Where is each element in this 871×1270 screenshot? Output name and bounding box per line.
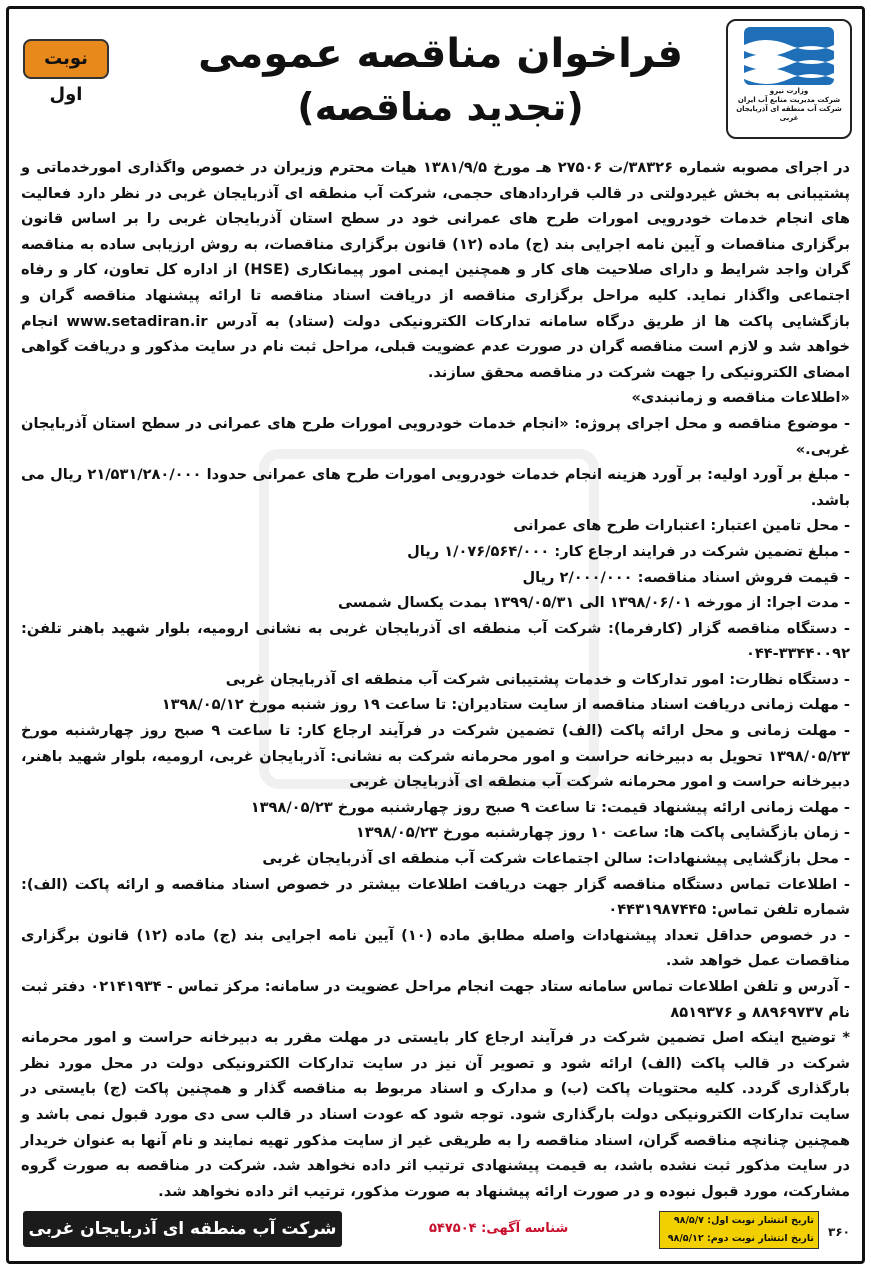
announcement-body xyxy=(21,155,851,1200)
list-item: - در خصوص حداقل تعداد پیشنهادات واصله مطابق ماده (۱۰) آیین نامه اجرایی بند (ج) ماده (۱۲) قانون برگزاری مناقصات عمل خواهد شد. xyxy=(21,926,851,970)
list-item: - مهلت زمانی ارائه پیشنهاد قیمت: تا ساعت ۹ صبح روز چهارشنبه مورخ ۱۳۹۸/۰۵/۲۳ xyxy=(250,798,850,816)
note-paragraph: * توضیح اینکه اصل تضمین شرکت در فرآیند ارجاع کار بایستی در مهلت مقرر به دبیرخانه حراست و امور محرمانه شرکت در قالب پاکت (الف) ارائه شود و تصویر آن نیز در سایت تدارکات الکترونیکی دولت در محل مورد نظر بارگذاری گردد. کلیه محتویات پاکت (ب) و مدارک و اسناد مربوط به مناقصه گذار و همچنین پاکت (ج) بایستی در سایت تدارکات الکترونیکی دولت بارگذاری شود. توجه شود که عودت اسناد در قالب سی دی مورد قبول نمی باشد و همچنین چنانچه مناقصه گران، اسناد مناقصه را به طریقی غیر از سایت مذکور تهیه نمایند و نام آنها به عنوان خریدار در سایت مذکور ثبت نشده باشد، به قیمت پیشنهادی ترتیب اثر داده نخواهد شد. شرکت در مناقصه به صورت گروه مشارکت، مورد قبول نبوده و در صورت ارائه پیشنهاد به صورت مذکور، ترتیب اثر داده نخواهد شد. xyxy=(21,1029,850,1200)
list-item: - محل تامین اعتبار: اعتبارات طرح های عمرانی xyxy=(513,517,850,535)
list-item: - مبلغ تضمین شرکت در فرایند ارجاع کار: ۱/۰۷۶/۵۶۴/۰۰۰ ریال xyxy=(407,542,850,560)
list-item: - دستگاه نظارت: امور تدارکات و خدمات پشتیبانی شرکت آب منطقه ای آذربایجان غربی xyxy=(225,670,850,688)
page-number: ۳۶۰ xyxy=(828,1225,850,1239)
list-item: - مبلغ بر آورد اولیه: بر آورد هزینه انجام خدمات خودرویی امورات طرح های عمرانی حدودا ۲۱/۵۳۱/۲۸۰/۰۰۰ ریال می باشد. xyxy=(21,466,850,509)
announcement-page xyxy=(6,6,865,1264)
list-item: - آدرس و تلفن اطلاعات تماس سامانه ستاد جهت انجام مراحل عضویت در سامانه: مرکز تماس - ۰۲۱۴۱۹۳۴ دفتر ثبت نام ۸۸۹۶۹۷۳۷ و ۸۵۱۹۳۷۶ xyxy=(21,978,850,1021)
header xyxy=(9,9,862,159)
page-subtitle: (تجدید مناقصه) xyxy=(297,85,584,129)
list-item: - مدت اجرا: از مورخه ۱۳۹۸/۰۶/۰۱ الی ۱۳۹۹/۰۵/۳۱ بمدت یکسال شمسی xyxy=(338,594,850,612)
publication-round-badge: نوبت اول xyxy=(23,39,109,79)
list-item: - مهلت زمانی و محل ارائه پاکت (الف) تضمین شرکت در فرآیند ارجاع کار: تا ساعت ۹ صبح روز چهارشنبه مورخ ۱۳۹۸/۰۵/۲۳ تحویل به دبیرخانه حراست و امور محرمانه شرکت به نشانی: آذربایجان غربی، ارومیه، بلوار شهید باهنر، دبیرخانه حراست و امور محرمانه شرکت آب منطقه ای آذربایجان غربی xyxy=(21,722,850,791)
section-title: «اطلاعات مناقصه و زمانبندی» xyxy=(631,389,850,407)
footer xyxy=(9,1203,862,1263)
logo-line-ministry: وزارت نیرو xyxy=(769,87,809,95)
list-item: - محل بازگشایی پیشنهادات: سالن اجتماعات شرکت آب منطقه ای آذربایجان غربی xyxy=(262,850,850,868)
water-wave-icon xyxy=(744,27,834,85)
list-item: - موضوع مناقصه و محل اجرای پروژه: «انجام خدمات خودرویی امورات طرح های عمرانی در سطح استان آذربایجان غربی.» xyxy=(21,414,850,458)
list-item: - اطلاعات تماس دستگاه مناقصه گزار جهت دریافت اطلاعات بیشتر در خصوص اسناد مناقصه و ارائه پاکت (الف): شماره تلفن تماس: ۰۴۴۳۱۹۸۷۴۴۵ xyxy=(21,875,850,919)
intro-paragraph: در اجرای مصوبه شماره ۳۸۳۲۶/ت ۲۷۵۰۶ هـ مورخ ۱۳۸۱/۹/۵ هیات محترم وزیران در خصوص واگذاری امورخدماتی و پشتیبانی به بخش غیردولتی در قالب قراردادهای حجمی، شرکت آب منطقه ای آذربایجان غربی در نظر دارد فعالیت های انجام خدمات خودرویی امورات طرح های عمرانی خود در سطح استان آذربایجان غربی را بر اساس قانون برگزاری مناقصات و آیین نامه اجرایی بند (ج) ماده (۱۲) قانون برگزاری مناقصات، به روش ارزیابی ساده به مناقصه گران واجد شرایط و دارای صلاحیت های کار و همچنین ایمنی امور پیمانکاری (HSE) از اداره کل تعاون، کار و رفاه اجتماعی واگذار نماید. کلیه مراحل برگزاری مناقصه از دریافت اسناد مناقصه تا ارائه پیشنهاد مناقصه گران و بازگشایی پاکت ها از طریق درگاه سامانه تدارکات الکترونیکی دولت (ستاد) به آدرس www.setadiran.ir انجام خواهد شد و لازم است مناقصه گران در صورت عدم عضویت قبلی، مراحل ثبت نام در سایت مذکور و دریافت گواهی امضای الکترونیکی را جهت شرکت در مناقصه محقق سازند. xyxy=(21,159,851,381)
publication-dates xyxy=(659,1211,819,1249)
list-item: - زمان بازگشایی پاکت ها: ساعت ۱۰ روز چهارشنبه مورخ ۱۳۹۸/۰۵/۲۳ xyxy=(355,824,850,842)
ad-id: شناسه آگهی: ۵۴۷۵۰۴ xyxy=(429,1221,569,1236)
logo-line-regional: شرکت آب منطقه ای آذربایجان غربی xyxy=(736,105,842,122)
list-item: - دستگاه مناقصه گزار (کارفرما): شرکت آب منطقه ای آذربایجان غربی به نشانی ارومیه، بلوار شهید باهنر تلفن: ۳۳۴۴۰۰۹۲-۰۴۴ xyxy=(21,619,850,663)
logo-line-company: شرکت مدیریت منابع آب ایران xyxy=(737,96,841,104)
page-title: فراخوان مناقصه عمومی xyxy=(198,31,683,77)
list-item: - قیمت فروش اسناد مناقصه: ۲/۰۰۰/۰۰۰ ریال xyxy=(522,568,850,586)
date-second-round: تاریخ انتشار نوبت دوم: ۹۸/۵/۱۲ xyxy=(667,1233,814,1244)
date-first-round: تاریخ انتشار نوبت اول: ۹۸/۵/۷ xyxy=(673,1215,814,1226)
list-item: - مهلت زمانی دریافت اسناد مناقصه از سایت ستادیران: تا ساعت ۱۹ روز شنبه مورخ ۱۳۹۸/۰۵/۱۲ xyxy=(161,696,850,714)
footer-company-name: شرکت آب منطقه ای آذربایجان غربی xyxy=(23,1211,342,1247)
organization-logo xyxy=(726,19,852,139)
